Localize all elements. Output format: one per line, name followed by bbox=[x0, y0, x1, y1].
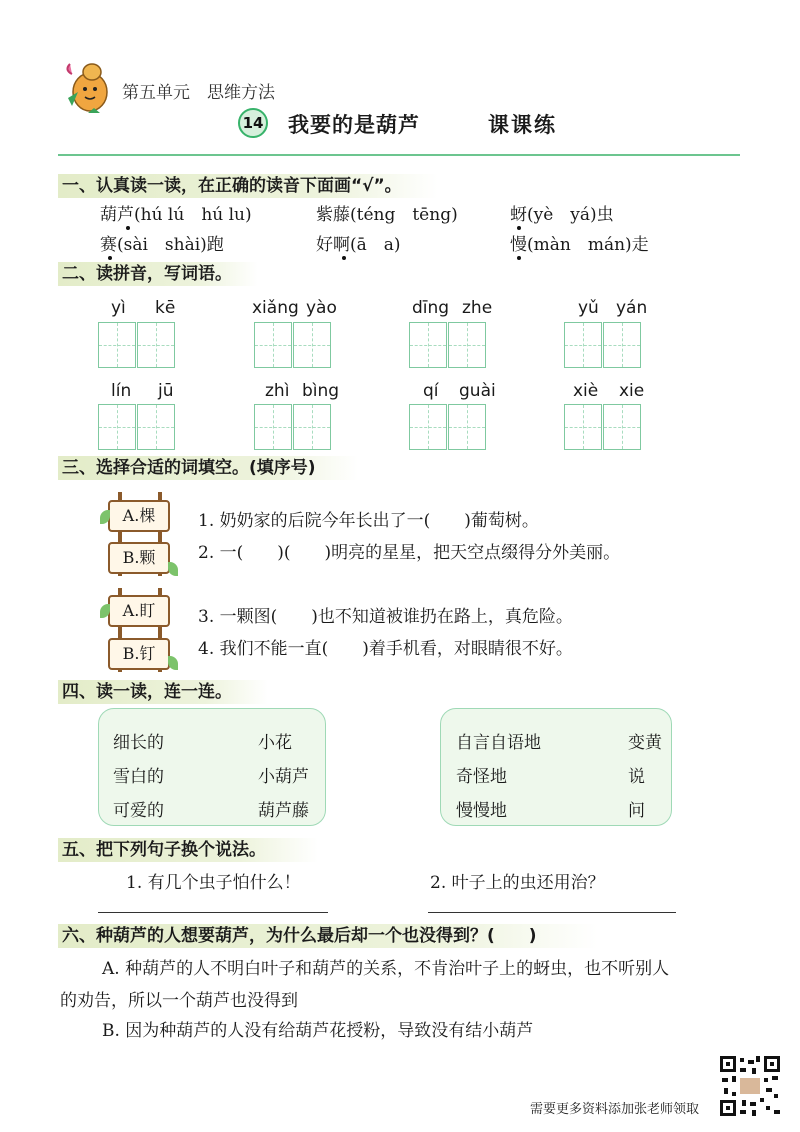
pinyin: yán bbox=[616, 298, 648, 318]
pinyin: bìng bbox=[302, 381, 340, 401]
match-word[interactable]: 小花 bbox=[258, 733, 292, 753]
match-word[interactable]: 自言自语地 bbox=[456, 733, 541, 753]
s1-item: 赛(sài shài)跑 bbox=[100, 235, 224, 255]
match-word[interactable]: 奇怪地 bbox=[456, 767, 507, 787]
section1-title: 一、认真读一读，在正确的读音下面画“√”。 bbox=[58, 174, 438, 198]
option-sign: A.棵 bbox=[108, 500, 170, 532]
pinyin: guài bbox=[459, 381, 496, 401]
writing-grid-cell[interactable] bbox=[98, 404, 136, 450]
match-word[interactable]: 可爱的 bbox=[113, 801, 164, 821]
writing-grid-cell[interactable] bbox=[293, 404, 331, 450]
match-word[interactable]: 问 bbox=[628, 801, 645, 821]
pinyin: qí bbox=[423, 381, 439, 401]
pinyin: xiǎng bbox=[252, 298, 299, 318]
unit-title: 第五单元 思维方法 bbox=[122, 83, 275, 103]
pinyin: lín bbox=[111, 381, 132, 401]
emphasis-dot bbox=[517, 256, 521, 260]
writing-grid-cell[interactable] bbox=[98, 322, 136, 368]
match-word[interactable]: 说 bbox=[628, 767, 645, 787]
section6-title: 六、种葫芦的人想要葫芦，为什么最后却一个也没得到？( ) bbox=[58, 924, 598, 948]
s1-item: 紫藤(téng tēng) bbox=[316, 205, 458, 225]
match-word[interactable]: 葫芦藤 bbox=[258, 801, 309, 821]
pinyin: jū bbox=[158, 381, 174, 401]
match-word[interactable]: 雪白的 bbox=[113, 767, 164, 787]
lesson-number-badge: 14 bbox=[238, 108, 268, 138]
choice-option-b[interactable]: B. 因为种葫芦的人没有给葫芦花授粉，导致没有结小葫芦 bbox=[102, 1021, 534, 1041]
question-text: 4. 我们不能一直( )着手机看，对眼睛很不好。 bbox=[198, 639, 573, 659]
option-sign: A.盯 bbox=[108, 595, 170, 627]
emphasis-dot bbox=[517, 226, 521, 230]
emphasis-dot bbox=[108, 256, 112, 260]
s1-item: 好啊(ā a) bbox=[316, 235, 401, 255]
s1-item: 葫芦(hú lú hú lu) bbox=[100, 205, 252, 225]
pinyin: yǔ bbox=[578, 298, 599, 318]
rewrite-sentence: 1. 有几个虫子怕什么！ bbox=[126, 873, 301, 893]
writing-grid-cell[interactable] bbox=[137, 322, 175, 368]
question-text: 3. 一颗图( )也不知道被谁扔在路上，真危险。 bbox=[198, 607, 573, 627]
pinyin: zhe bbox=[462, 298, 493, 318]
choice-option-a-continued[interactable]: 的劝告，所以一个葫芦也没得到 bbox=[60, 991, 298, 1011]
section2-title: 二、读拼音，写词语。 bbox=[58, 262, 258, 286]
match-word[interactable]: 变黄 bbox=[628, 733, 662, 753]
rewrite-sentence: 2. 叶子上的虫还用治？ bbox=[430, 873, 605, 893]
emphasis-dot bbox=[342, 256, 346, 260]
s1-item: 蚜(yè yá)虫 bbox=[510, 205, 614, 225]
answer-line[interactable] bbox=[428, 912, 676, 913]
leaf-icon bbox=[168, 562, 178, 576]
pinyin: dīng bbox=[412, 298, 450, 318]
writing-grid-cell[interactable] bbox=[448, 404, 486, 450]
s1-item: 慢(màn mán)走 bbox=[510, 235, 649, 255]
writing-grid-cell[interactable] bbox=[564, 404, 602, 450]
writing-grid-cell[interactable] bbox=[409, 322, 447, 368]
header-divider bbox=[58, 154, 740, 156]
question-text: 2. 一( )( )明亮的星星，把天空点缀得分外美丽。 bbox=[198, 543, 621, 563]
lesson-title: 我要的是葫芦 bbox=[288, 112, 420, 137]
match-word[interactable]: 慢慢地 bbox=[456, 801, 507, 821]
pinyin: zhì bbox=[265, 381, 290, 401]
option-sign: B.颗 bbox=[108, 542, 170, 574]
emphasis-dot bbox=[126, 226, 130, 230]
writing-grid-cell[interactable] bbox=[603, 322, 641, 368]
writing-grid-cell[interactable] bbox=[254, 404, 292, 450]
writing-grid-cell[interactable] bbox=[564, 322, 602, 368]
writing-grid-cell[interactable] bbox=[603, 404, 641, 450]
footer-note: 需要更多资料添加张老师领取 bbox=[530, 1102, 700, 1117]
writing-grid-cell[interactable] bbox=[409, 404, 447, 450]
pinyin: kē bbox=[155, 298, 176, 318]
writing-grid-cell[interactable] bbox=[254, 322, 292, 368]
pinyin: xiè bbox=[573, 381, 599, 401]
answer-line[interactable] bbox=[98, 912, 328, 913]
writing-grid-cell[interactable] bbox=[448, 322, 486, 368]
section5-title: 五、把下列句子换个说法。 bbox=[58, 838, 318, 862]
pinyin: yào bbox=[306, 298, 337, 318]
match-word[interactable]: 小葫芦 bbox=[258, 767, 309, 787]
choice-option-a[interactable]: A. 种葫芦的人不明白叶子和葫芦的关系，不肯治叶子上的蚜虫，也不听别人 bbox=[102, 959, 670, 979]
qr-code-icon bbox=[718, 1054, 782, 1118]
option-sign: B.钉 bbox=[108, 638, 170, 670]
pinyin: yì bbox=[111, 298, 126, 318]
writing-grid-cell[interactable] bbox=[137, 404, 175, 450]
writing-grid-cell[interactable] bbox=[293, 322, 331, 368]
section4-title: 四、读一读，连一连。 bbox=[58, 680, 268, 704]
mascot-gourd-icon bbox=[58, 56, 116, 114]
pinyin: xie bbox=[619, 381, 645, 401]
section3-title: 三、选择合适的词填空。(填序号) bbox=[58, 456, 358, 480]
lesson-tag: 课课练 bbox=[488, 113, 557, 137]
match-word[interactable]: 细长的 bbox=[113, 733, 164, 753]
question-text: 1. 奶奶家的后院今年长出了一( )葡萄树。 bbox=[198, 511, 539, 531]
